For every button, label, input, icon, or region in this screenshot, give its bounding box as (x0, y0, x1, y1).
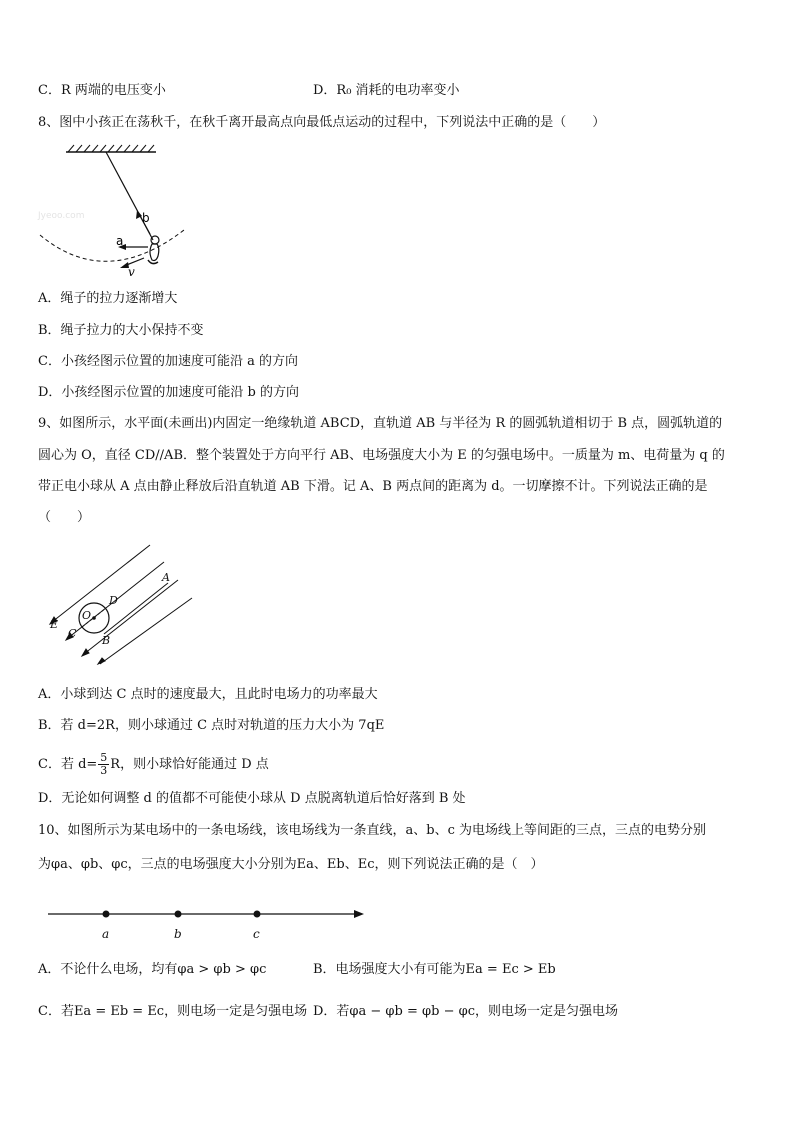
q9-label-a: A (162, 571, 170, 584)
q9-option-a: A．小球到达 C 点时的速度最大，且此时电场力的功率最大 (38, 687, 378, 702)
fraction-numerator: 5 (100, 751, 108, 764)
q10-point-a: a (102, 927, 110, 941)
q10-option-c: C．若Ea = Eb = Ec，则电场一定是匀强电场 (38, 1004, 308, 1019)
q9-label-c: C (68, 627, 77, 640)
q9-option-d: D．无论如何调整 d 的值都不可能使小球从 D 点脱离轨道后恰好落到 B 处 (38, 791, 466, 806)
fraction-denominator: 3 (100, 764, 108, 777)
q10-point-c: c (253, 927, 260, 941)
q9-label-b: B (102, 634, 111, 647)
q9-track-figure (44, 540, 204, 665)
q8-stem: 8、图中小孩正在荡秋千，在秋千离开最高点向最低点运动的过程中，下列说法中正确的是（ ） (38, 115, 606, 130)
q8-label-b: b (142, 211, 150, 225)
q8-label-a: a (116, 234, 124, 248)
q9-label-e: E (50, 618, 59, 631)
q8-option-c: C．小孩经图示位置的加速度可能沿 a 的方向 (38, 354, 298, 369)
q8-watermark: Jyeoo.com (38, 211, 85, 221)
q10-option-d: D．若φa − φb = φb − φc，则电场一定是匀强电场 (313, 1004, 618, 1019)
q10-stem-line2: 为φa、φb、φc，三点的电场强度大小分别为Ea、Eb、Ec，则下列说法正确的是（ ） (38, 857, 544, 872)
q10-field-line-figure (46, 902, 370, 946)
q9-stem-line3: 带正电小球从 A 点由静止释放后沿直轨道 AB 下滑。记 A、B 两点间的距离为 d。一切摩擦不计。下列说法正确的是 (38, 479, 708, 494)
q7-option-c: C．R 两端的电压变小 (38, 83, 166, 98)
q7-option-d: D．R₀ 消耗的电功率变小 (313, 83, 460, 98)
q9-stem-line1: 9、如图所示，水平面(未画出)内固定一绝缘轨道 ABCD，直轨道 AB 与半径为 R 的圆弧轨道相切于 B 点，圆弧轨道的 (38, 416, 723, 431)
q8-option-d: D．小孩经图示位置的加速度可能沿 b 的方向 (38, 385, 300, 400)
q10-option-b: B．电场强度大小有可能为Ea = Ec > Eb (313, 962, 556, 977)
q9-stem-line2: 圆心为 O，直径 CD//AB．整个装置处于方向平行 AB、电场强度大小为 E 的匀强电场中。一质量为 m、电荷量为 q 的 (38, 448, 725, 463)
q9-option-b: B．若 d=2R，则小球通过 C 点时对轨道的压力大小为 7qE (38, 718, 385, 733)
q10-point-b: b (174, 927, 182, 941)
q9-label-o: O (82, 609, 92, 622)
q9-label-d: D (109, 594, 118, 607)
q9-option-c-suffix: R，则小球恰好能通过 D 点 (110, 757, 269, 772)
q9-option-c (38, 752, 269, 777)
q9-option-c-fraction (98, 752, 109, 777)
q8-option-a: A．绳子的拉力逐渐增大 (38, 291, 178, 306)
q8-option-b: B．绳子拉力的大小保持不变 (38, 323, 204, 338)
q10-option-a: A．不论什么电场，均有φa > φb > φc (38, 962, 267, 977)
q9-stem-line4: （ ） (38, 510, 91, 525)
q10-stem-line1: 10、如图所示为某电场中的一条电场线，该电场线为一条直线，a、b、c 为电场线上等间距的三点，三点的电势分别 (38, 823, 707, 838)
q9-option-c-prefix: C．若 d= (38, 757, 98, 772)
q8-label-v: v (128, 265, 135, 279)
q8-swing-figure (36, 140, 196, 280)
